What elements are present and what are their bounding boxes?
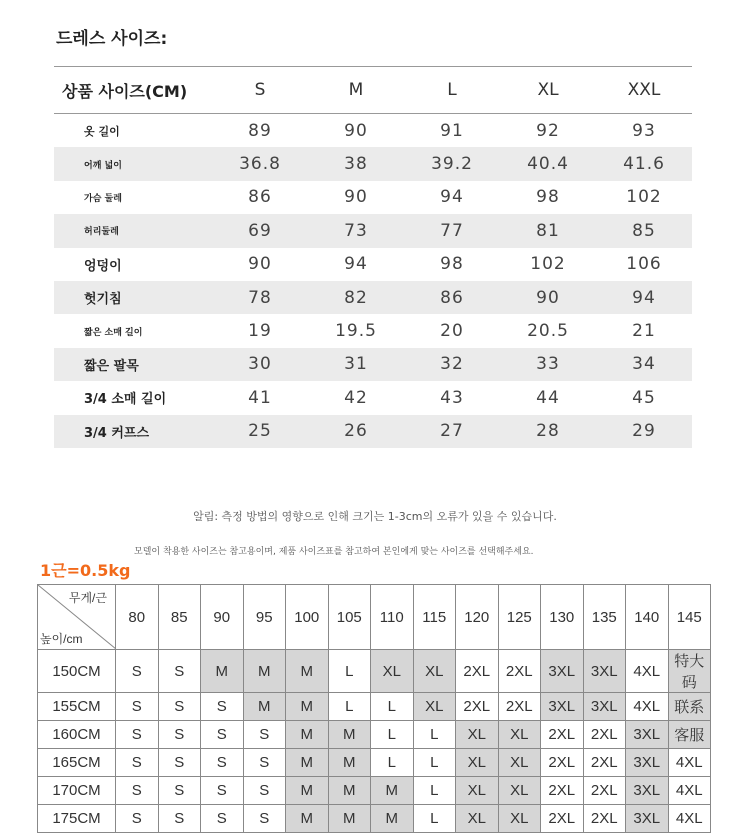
recommended-size-cell: 4XL	[626, 650, 669, 693]
measurement-value: 85	[596, 214, 692, 247]
recommended-size-cell: M	[328, 777, 371, 805]
measurement-value: 43	[440, 387, 464, 408]
recommended-size-cell: M	[371, 805, 414, 833]
measurement-note: 알림: 측정 방법의 영향으로 인해 크기는 1-3cm의 오류가 있을 수 있습니다.	[193, 510, 557, 523]
weight-header-cell: 145	[668, 585, 711, 650]
recommended-size-cell: 2XL	[498, 693, 541, 721]
recommended-size-cell: XL	[456, 721, 499, 749]
recommended-size-cell: M	[243, 650, 286, 693]
size-header: L	[404, 67, 500, 114]
size-header: S	[212, 67, 308, 114]
measurement-value: 86	[248, 187, 272, 208]
recommended-size-cell: M	[286, 693, 329, 721]
measurement-value: 98	[536, 187, 560, 208]
measurement-value: 102	[530, 254, 566, 275]
recommended-size-cell: M	[286, 777, 329, 805]
measurement-value: 38	[308, 147, 404, 180]
measurement-value: 44	[536, 387, 560, 408]
recommended-size-cell: M	[328, 721, 371, 749]
recommended-size-cell: S	[158, 650, 201, 693]
measurement-value: 90	[248, 254, 272, 275]
measurement-label: 3/4 커프스	[54, 415, 212, 448]
weight-header-cell: 85	[158, 585, 201, 650]
measurement-value: 20	[440, 321, 464, 342]
measurement-value: 86	[404, 281, 500, 314]
height-label: 150CM	[38, 650, 116, 693]
recommended-size-cell: XL	[498, 805, 541, 833]
product-size-header: 상품 사이즈(CM)	[54, 67, 212, 114]
measurement-value: 82	[308, 281, 404, 314]
measurement-value: 77	[404, 214, 500, 247]
recommended-size-cell: S	[243, 805, 286, 833]
recommended-size-cell: XL	[456, 749, 499, 777]
measurement-value: 42	[344, 387, 368, 408]
measurement-value: 41	[248, 387, 272, 408]
dress-size-title: 드레스 사이즈:	[56, 29, 168, 49]
recommended-size-cell: XL	[498, 777, 541, 805]
measurement-value: 28	[500, 415, 596, 448]
weight-header-cell: 125	[498, 585, 541, 650]
recommended-size-cell: L	[413, 749, 456, 777]
recommended-size-cell: 2XL	[456, 693, 499, 721]
recommended-size-cell: 3XL	[541, 650, 584, 693]
recommended-size-cell: XL	[456, 777, 499, 805]
height-label: 165CM	[38, 749, 116, 777]
recommended-size-cell: 客服	[668, 721, 711, 749]
jin-conversion-label: 1근=0.5kg	[40, 561, 131, 580]
dress-size-row	[54, 147, 692, 180]
weight-height-size-table	[37, 584, 711, 833]
dress-size-row	[54, 348, 692, 381]
measurement-value: 40.4	[500, 147, 596, 180]
recommended-size-cell: 3XL	[583, 650, 626, 693]
recommended-size-cell: M	[371, 777, 414, 805]
measurement-value: 20.5	[527, 321, 569, 342]
recommended-size-cell: 2XL	[541, 805, 584, 833]
measurement-value: 30	[212, 348, 308, 381]
recommended-size-cell: 4XL	[668, 749, 711, 777]
measurement-value: 31	[308, 348, 404, 381]
weight-header-cell: 130	[541, 585, 584, 650]
recommended-size-cell: 3XL	[626, 777, 669, 805]
dress-size-row	[54, 415, 692, 448]
weight-header-row	[38, 585, 711, 650]
recommended-size-cell: S	[201, 749, 244, 777]
measurement-value: 36.8	[212, 147, 308, 180]
dress-size-row	[54, 314, 692, 347]
measurement-value: 27	[404, 415, 500, 448]
dress-size-row	[54, 214, 692, 247]
recommended-size-cell: M	[286, 749, 329, 777]
recommended-size-cell: XL	[413, 650, 456, 693]
measurement-label: 짧은 팔목	[54, 348, 212, 381]
corner-height-label: 높이/cm	[40, 632, 83, 646]
recommended-size-cell: M	[286, 805, 329, 833]
recommended-size-cell: S	[201, 721, 244, 749]
height-row	[38, 749, 711, 777]
recommended-size-cell: 2XL	[498, 650, 541, 693]
measurement-value: 39.2	[404, 147, 500, 180]
weight-header-cell: 90	[201, 585, 244, 650]
weight-header-cell: 135	[583, 585, 626, 650]
recommended-size-cell: 3XL	[583, 693, 626, 721]
recommended-size-cell: S	[243, 777, 286, 805]
recommended-size-cell: S	[201, 805, 244, 833]
measurement-label: 허리둘레	[54, 214, 212, 247]
recommended-size-cell: 3XL	[626, 721, 669, 749]
weight-header-cell: 115	[413, 585, 456, 650]
recommended-size-cell: 2XL	[583, 749, 626, 777]
measurement-value: 94	[344, 254, 368, 275]
weight-header-cell: 95	[243, 585, 286, 650]
recommended-size-cell: 4XL	[626, 693, 669, 721]
corner-cell	[38, 585, 116, 650]
measurement-value: 93	[632, 120, 656, 141]
recommended-size-cell: S	[158, 721, 201, 749]
recommended-size-cell: S	[116, 650, 159, 693]
weight-header-cell: 105	[328, 585, 371, 650]
recommended-size-cell: S	[201, 777, 244, 805]
measurement-value: 89	[248, 120, 272, 141]
recommended-size-cell: L	[371, 693, 414, 721]
recommended-size-cell: 2XL	[583, 721, 626, 749]
dress-size-table	[54, 66, 692, 448]
measurement-label: 헛기침	[54, 281, 212, 314]
recommended-size-cell: XL	[413, 693, 456, 721]
recommended-size-cell: M	[243, 693, 286, 721]
measurement-value: 81	[500, 214, 596, 247]
recommended-size-cell: XL	[371, 650, 414, 693]
size-header: M	[308, 67, 404, 114]
recommended-size-cell: M	[286, 650, 329, 693]
measurement-value: 19	[248, 321, 272, 342]
recommended-size-cell: L	[413, 777, 456, 805]
measurement-value: 90	[344, 120, 368, 141]
height-row	[38, 721, 711, 749]
height-label: 160CM	[38, 721, 116, 749]
height-row	[38, 777, 711, 805]
height-row	[38, 650, 711, 693]
measurement-value: 73	[308, 214, 404, 247]
measurement-value: 45	[632, 387, 656, 408]
recommended-size-cell: 4XL	[668, 805, 711, 833]
recommended-size-cell: L	[371, 721, 414, 749]
dress-size-row	[54, 381, 692, 414]
weight-header-cell: 110	[371, 585, 414, 650]
measurement-value: 98	[440, 254, 464, 275]
recommended-size-cell: L	[328, 650, 371, 693]
size-header: XL	[500, 67, 596, 114]
measurement-value: 90	[344, 187, 368, 208]
measurement-label: 짧은 소매 길이	[84, 327, 143, 338]
measurement-label: 엉덩이	[84, 258, 122, 274]
measurement-value: 33	[500, 348, 596, 381]
recommended-size-cell: S	[116, 721, 159, 749]
weight-header-cell: 80	[116, 585, 159, 650]
recommended-size-cell: M	[286, 721, 329, 749]
recommended-size-cell: S	[158, 693, 201, 721]
recommended-size-cell: S	[243, 749, 286, 777]
measurement-value: 19.5	[335, 321, 377, 342]
recommended-size-cell: S	[158, 777, 201, 805]
recommended-size-cell: L	[328, 693, 371, 721]
weight-header-cell: 100	[286, 585, 329, 650]
recommended-size-cell: 3XL	[541, 693, 584, 721]
recommended-size-cell: 3XL	[626, 805, 669, 833]
measurement-label: 3/4 소매 길이	[84, 392, 167, 408]
height-label: 170CM	[38, 777, 116, 805]
recommended-size-cell: 2XL	[583, 777, 626, 805]
measurement-value: 25	[212, 415, 308, 448]
measurement-value: 102	[626, 187, 662, 208]
measurement-value: 90	[500, 281, 596, 314]
dress-size-row	[54, 248, 692, 281]
recommended-size-cell: S	[158, 749, 201, 777]
recommended-size-cell: M	[201, 650, 244, 693]
measurement-value: 94	[440, 187, 464, 208]
recommended-size-cell: L	[413, 805, 456, 833]
dress-size-row	[54, 181, 692, 214]
recommended-size-cell: 2XL	[583, 805, 626, 833]
height-label: 155CM	[38, 693, 116, 721]
measurement-value: 41.6	[596, 147, 692, 180]
recommended-size-cell: 2XL	[541, 777, 584, 805]
recommended-size-cell: 4XL	[668, 777, 711, 805]
recommended-size-cell: S	[116, 749, 159, 777]
measurement-value: 26	[308, 415, 404, 448]
measurement-value: 34	[596, 348, 692, 381]
measurement-value: 94	[596, 281, 692, 314]
recommended-size-cell: 2XL	[541, 721, 584, 749]
recommended-size-cell: S	[116, 777, 159, 805]
recommended-size-cell: M	[328, 805, 371, 833]
measurement-value: 32	[404, 348, 500, 381]
recommended-size-cell: 2XL	[456, 650, 499, 693]
recommended-size-cell: XL	[456, 805, 499, 833]
height-row	[38, 693, 711, 721]
recommended-size-cell: S	[243, 721, 286, 749]
model-note: 모델이 착용한 사이즈는 참고용이며, 제품 사이즈표를 참고하여 본인에게 맞는 사이즈를 선택해주세요.	[134, 547, 534, 557]
recommended-size-cell: S	[116, 805, 159, 833]
weight-header-cell: 120	[456, 585, 499, 650]
weight-header-cell: 140	[626, 585, 669, 650]
recommended-size-cell: L	[413, 721, 456, 749]
dress-size-row	[54, 114, 692, 148]
recommended-size-cell: S	[116, 693, 159, 721]
measurement-value: 92	[536, 120, 560, 141]
measurement-label: 어깨 넓이	[54, 147, 212, 180]
size-header: XXL	[596, 67, 692, 114]
recommended-size-cell: XL	[498, 749, 541, 777]
measurement-value: 21	[632, 321, 656, 342]
recommended-size-cell: XL	[498, 721, 541, 749]
corner-weight-label: 무게/근	[68, 591, 107, 605]
measurement-label: 가슴 둘레	[84, 193, 122, 204]
measurement-value: 78	[212, 281, 308, 314]
recommended-size-cell: 特大码	[668, 650, 711, 693]
dress-size-header-row	[54, 67, 692, 114]
dress-size-row	[54, 281, 692, 314]
measurement-value: 106	[626, 254, 662, 275]
height-label: 175CM	[38, 805, 116, 833]
recommended-size-cell: S	[158, 805, 201, 833]
measurement-value: 91	[440, 120, 464, 141]
measurement-label: 옷 길이	[84, 124, 120, 138]
recommended-size-cell: L	[371, 749, 414, 777]
recommended-size-cell: 联系	[668, 693, 711, 721]
recommended-size-cell: 2XL	[541, 749, 584, 777]
measurement-value: 29	[596, 415, 692, 448]
recommended-size-cell: 3XL	[626, 749, 669, 777]
height-row	[38, 805, 711, 833]
measurement-value: 69	[212, 214, 308, 247]
recommended-size-cell: M	[328, 749, 371, 777]
recommended-size-cell: S	[201, 693, 244, 721]
